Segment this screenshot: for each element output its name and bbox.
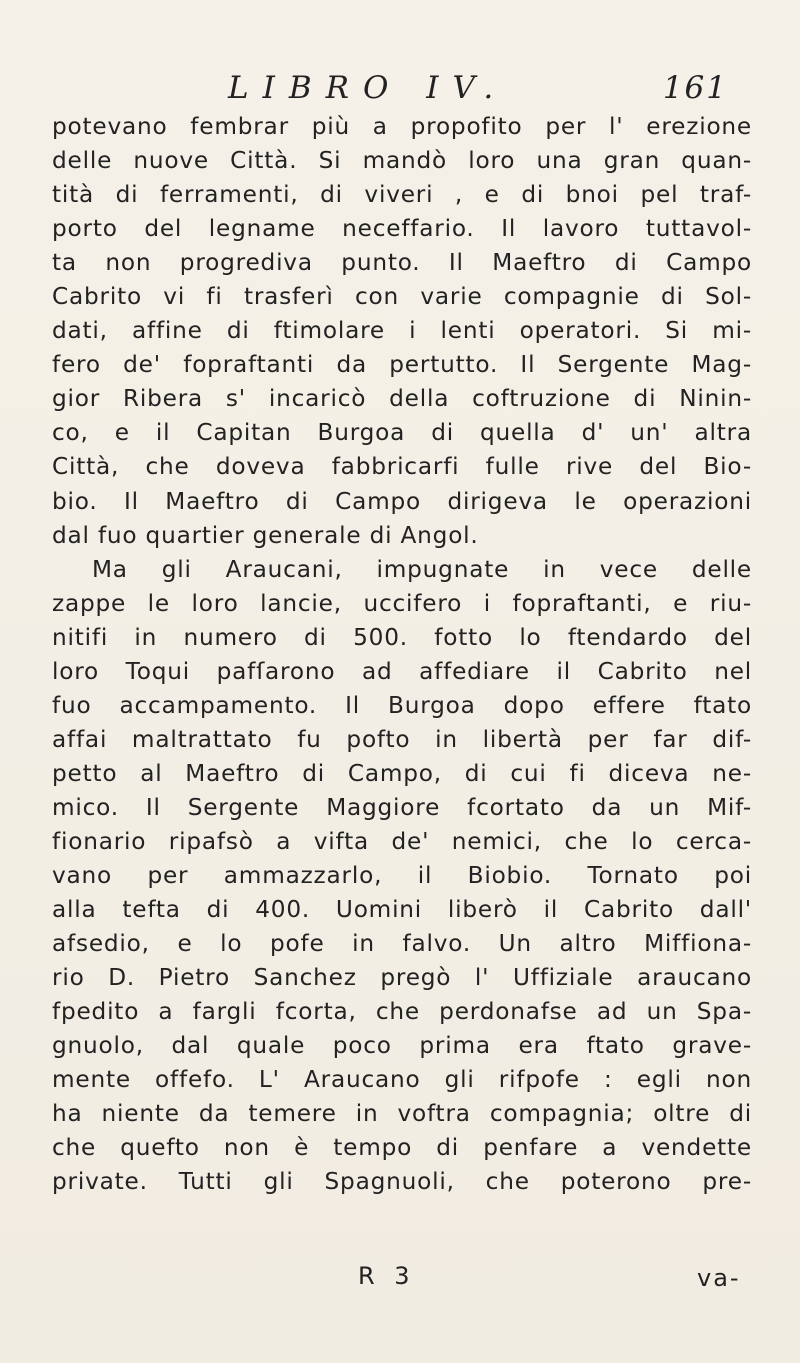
- text-line: Città, che doveva fabbricarfi fulle rive del Bio-: [52, 453, 752, 481]
- text-line: gnuolo, dal quale poco prima era ftato grave-: [52, 1032, 752, 1060]
- text-line: dal fuo quartier generale di Angol.: [52, 521, 479, 549]
- text-line: loro Toqui pafſarono ad affediare il Cabrito nel: [52, 657, 752, 685]
- text-line: alla tefta di 400. Uomini liberò il Cabrito dall': [52, 896, 752, 924]
- text-line: dati, affine di ftimolare i lenti operatori. Si mi-: [52, 317, 752, 345]
- page-footer: [0, 1262, 800, 1302]
- text-line: petto al Maeftro di Campo, di cui fi diceva ne-: [52, 759, 752, 787]
- text-line: vano per ammazzarlo, il Biobio. Tornato poi: [52, 862, 752, 890]
- text-line: Cabrito vi fi trasferì con varie compagnie di Sol-: [52, 283, 752, 311]
- text-line: private. Tutti gli Spagnuoli, che poterono pre-: [52, 1168, 752, 1196]
- text-line: fpedito a fargli fcorta, che perdonafse ad un Spa-: [52, 998, 752, 1026]
- text-line: potevano fembrar più a propofito per l' erezione: [52, 113, 752, 140]
- text-line: mente offefo. L' Araucano gli rifpofe : egli non: [52, 1066, 752, 1094]
- text-line: gior Ribera s' incaricò della coftruzione di Ninin-: [52, 385, 752, 413]
- text-line: ha niente da temere in voftra compagnia; oltre di: [52, 1100, 752, 1128]
- text-line: nitifi in numero di 500. fotto lo ftendardo del: [52, 623, 752, 651]
- text-line: rio D. Pietro Sanchez pregò l' Uffiziale araucano: [52, 964, 752, 992]
- text-line: porto del legname neceffario. Il lavoro tuttavol-: [52, 215, 752, 243]
- running-title: LIBRO IV.: [228, 70, 508, 106]
- text-line: fionario ripafsò a vifta de' nemici, che lo cerca-: [52, 827, 752, 855]
- text-line: fuo accampamento. Il Burgoa dopo effere ftato: [52, 691, 752, 719]
- text-line: fero de' fopraftanti da pertutto. Il Sergente Mag-: [52, 351, 752, 379]
- text-line: delle nuove Città. Si mandò loro una gran quan-: [52, 147, 752, 175]
- text-line: zappe le loro lancie, uccifero i fopraftanti, e riu-: [52, 589, 752, 617]
- text-line: che quefto non è tempo di penfare a vendette: [52, 1134, 752, 1162]
- text-line: ta non progrediva punto. Il Maeftro di Campo: [52, 249, 752, 277]
- text-line: affai maltrattato fu pofto in libertà per far dif-: [52, 725, 752, 753]
- text-line: bio. Il Maeftro di Campo dirigeva le operazioni: [52, 487, 752, 515]
- text-line: mico. Il Sergente Maggiore fcortato da un Mif-: [52, 793, 752, 821]
- body-text: [52, 110, 752, 1200]
- catchword: va-: [697, 1264, 741, 1292]
- page-header: [228, 70, 728, 110]
- text-line: afsedio, e lo pofe in falvo. Un altro Miffiona-: [52, 930, 752, 958]
- text-line: Ma gli Araucani, impugnate in vece delle: [92, 555, 752, 583]
- text-line: co, e il Capitan Burgoa di quella d' un' altra: [52, 419, 752, 447]
- text-line: tità di ferramenti, di viveri , e di bnoi pel traf-: [52, 181, 752, 209]
- signature-mark: R 3: [358, 1262, 416, 1290]
- page-number: 161: [662, 70, 728, 106]
